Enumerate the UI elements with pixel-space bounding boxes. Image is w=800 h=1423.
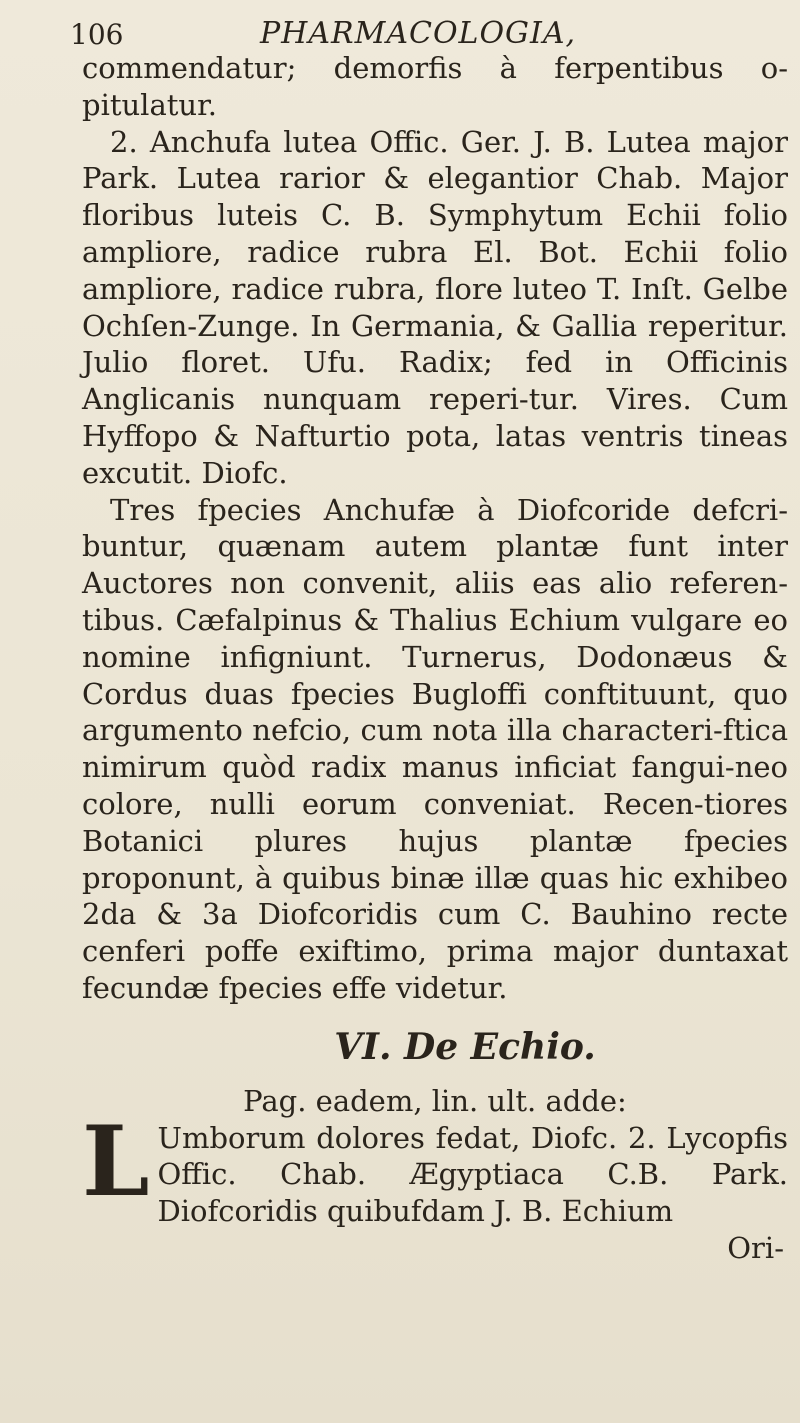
addendum-text: Umborum dolores fedat, Diofc. 2. Lycopfis Offic. Chab. Ægyptiaca C.B. Park. Diofcoridis quibufdam J. B. Echium: [157, 1120, 788, 1229]
addendum-line: Pag. eadem, lin. ult. adde:: [243, 1083, 627, 1118]
paragraph-addendum: [82, 1104, 788, 1230]
paragraph-continuation: commendatur; demorfis à ferpentibus o-pitulatur.: [82, 51, 788, 122]
paragraph-species-discussion: Tres fpecies Anchufæ à Diofcoride defcri-buntur, quænam autem plantæ funt inter Auctores non convenit, aliis eas alio referen-tibus. Cæfalpinus & Thalius Echium vulgare eo nomine infigniunt. Turnerus, Dodonæus & Cordus duas fpecies Bugloffi conftituunt, quo argumento nefcio, cum nota illa characteri-ftica nimirum quòd radix manus inficiat fangui-neo colore, nulli eorum conveniat. Recen-tiores Botanici plures hujus plantæ fpecies proponunt, à quibus binæ illæ quas hic exhibeo 2da & 3a Diofcoridis cum C. Bauhino recte cenferi poffe exiftimo, prima major duntaxat fecundæ fpecies effe videtur.: [82, 492, 788, 1005]
page-number: 106: [70, 18, 124, 51]
section-title: VI. De Echio.: [334, 1025, 596, 1068]
page-header: [70, 14, 790, 54]
running-head: PHARMACOLOGIA,: [260, 16, 577, 51]
body-text: [82, 50, 788, 1267]
paragraph-anchusa-lutea: 2. Anchufa lutea Offic. Ger. J. B. Lutea major Park. Lutea rarior & elegantior Chab. Major floribus luteis C. B. Symphytum Echii folio ampliore, radice rubra El. Bot. Echii folio ampliore, radice rubra, flore luteo T. Inſt. Gelbe Ochſen-Zunge. In Germania, & Gallia reperitur. Julio floret. Ufu. Radix; fed in Officinis Anglicanis nunquam reperi-tur. Vires. Cum Hyffopo & Nafturtio pota, latas ventris tineas excutit. Diofc.: [82, 124, 788, 490]
drop-cap: L: [82, 1104, 150, 1218]
catchword: Ori-: [727, 1230, 784, 1265]
